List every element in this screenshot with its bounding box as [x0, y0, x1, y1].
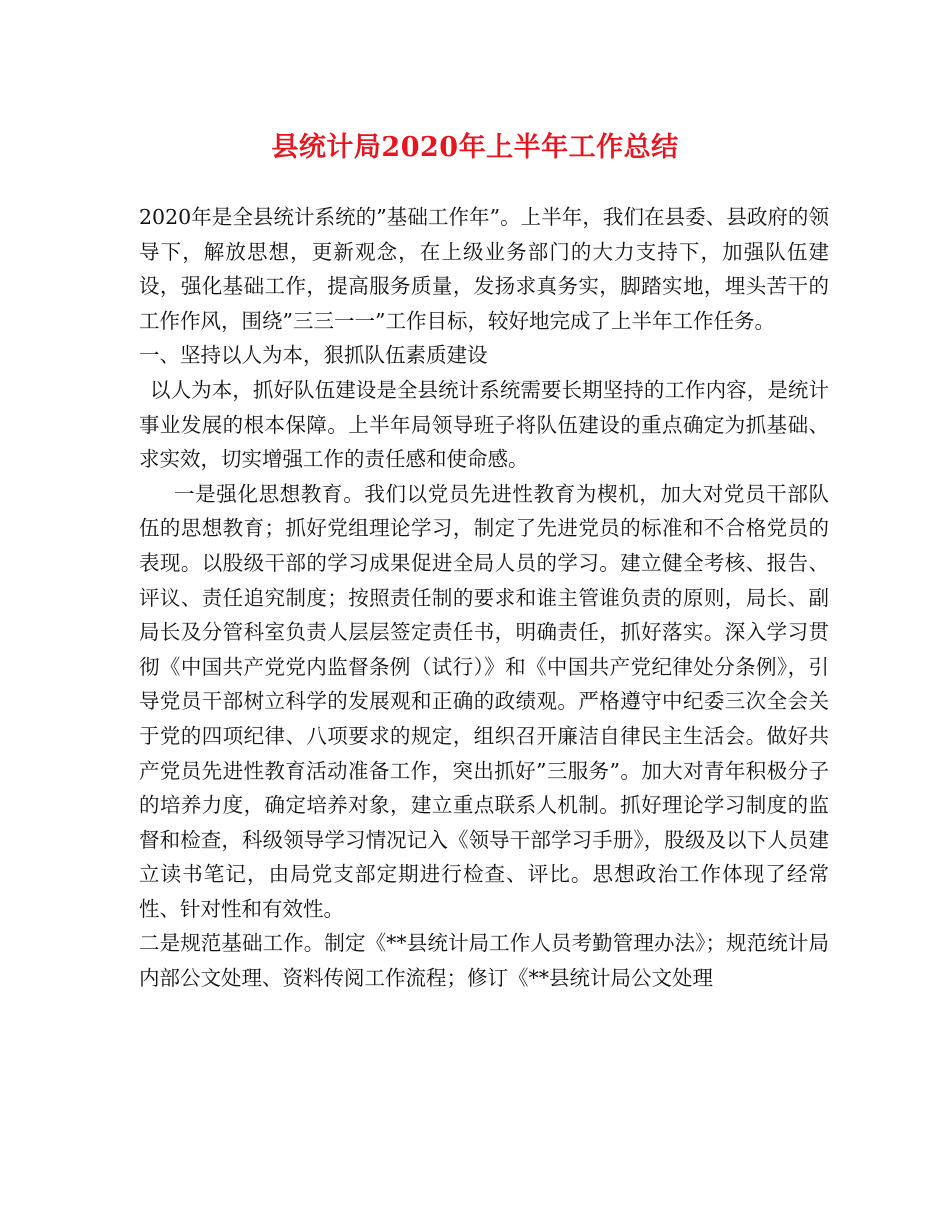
- intro-paragraph: 2020年是全县统计系统的”基础工作年”。上半年，我们在县委、县政府的领导下，解放思想，更新观念，在上级业务部门的大力支持下，加强队伍建设，强化基础工作，提高服务质量，发扬求真务实，脚踏实地，埋头苦干的工作作风，围绕”三三一一”工作目标，较好地完成了上半年工作任务。: [139, 205, 829, 333]
- section-heading-1: 一、坚持以人为本，狠抓队伍素质建设: [139, 343, 488, 368]
- standardize-basics-paragraph: 二是规范基础工作。制定《**县统计局工作人员考勤管理办法》；规范统计局内部公文处理、资料传阅工作流程；修订《**县统计局公文处理: [139, 931, 829, 991]
- document-body: [139, 200, 829, 996]
- ideology-education-paragraph: 一是强化思想教育。我们以党员先进性教育为楔机，加大对党员干部队伍的思想教育；抓好党组理论学习，制定了先进党员的标准和不合格党员的表现。以股级干部的学习成果促进全局人员的学习。建立健全考核、报告、评议、责任追究制度；按照责任制的要求和谁主管谁负责的原则，局长、副局长及分管科室负责人层层签定责任书，明确责任，抓好落实。深入学习贯彻《中国共产党党内监督条例（试行）》和《中国共产党纪律处分条例》，引导党员干部树立科学的发展观和正确的政绩观。严格遵守中纪委三次全会关于党的四项纪律、八项要求的规定，组织召开廉洁自律民主生活会。做好共产党员先进性教育活动准备工作，突出抓好”三服务”。加大对青年积极分子的培养力度，确定培养对象，建立重点联系人机制。抓好理论学习制度的监督和检查，科级领导学习情况记入《领导干部学习手册》，股级及以下人员建立读书笔记，由局党支部定期进行检查、评比。思想政治工作体现了经常性、针对性和有效性。: [139, 481, 829, 921]
- document-title: 县统计局2020年上半年工作总结: [271, 132, 679, 163]
- section-1-intro-paragraph: 以人为本，抓好队伍建设是全县统计系统需要长期坚持的工作内容，是统计事业发展的根本保障。上半年局领导班子将队伍建设的重点确定为抓基础、求实效，切实增强工作的责任感和使命感。: [139, 377, 829, 472]
